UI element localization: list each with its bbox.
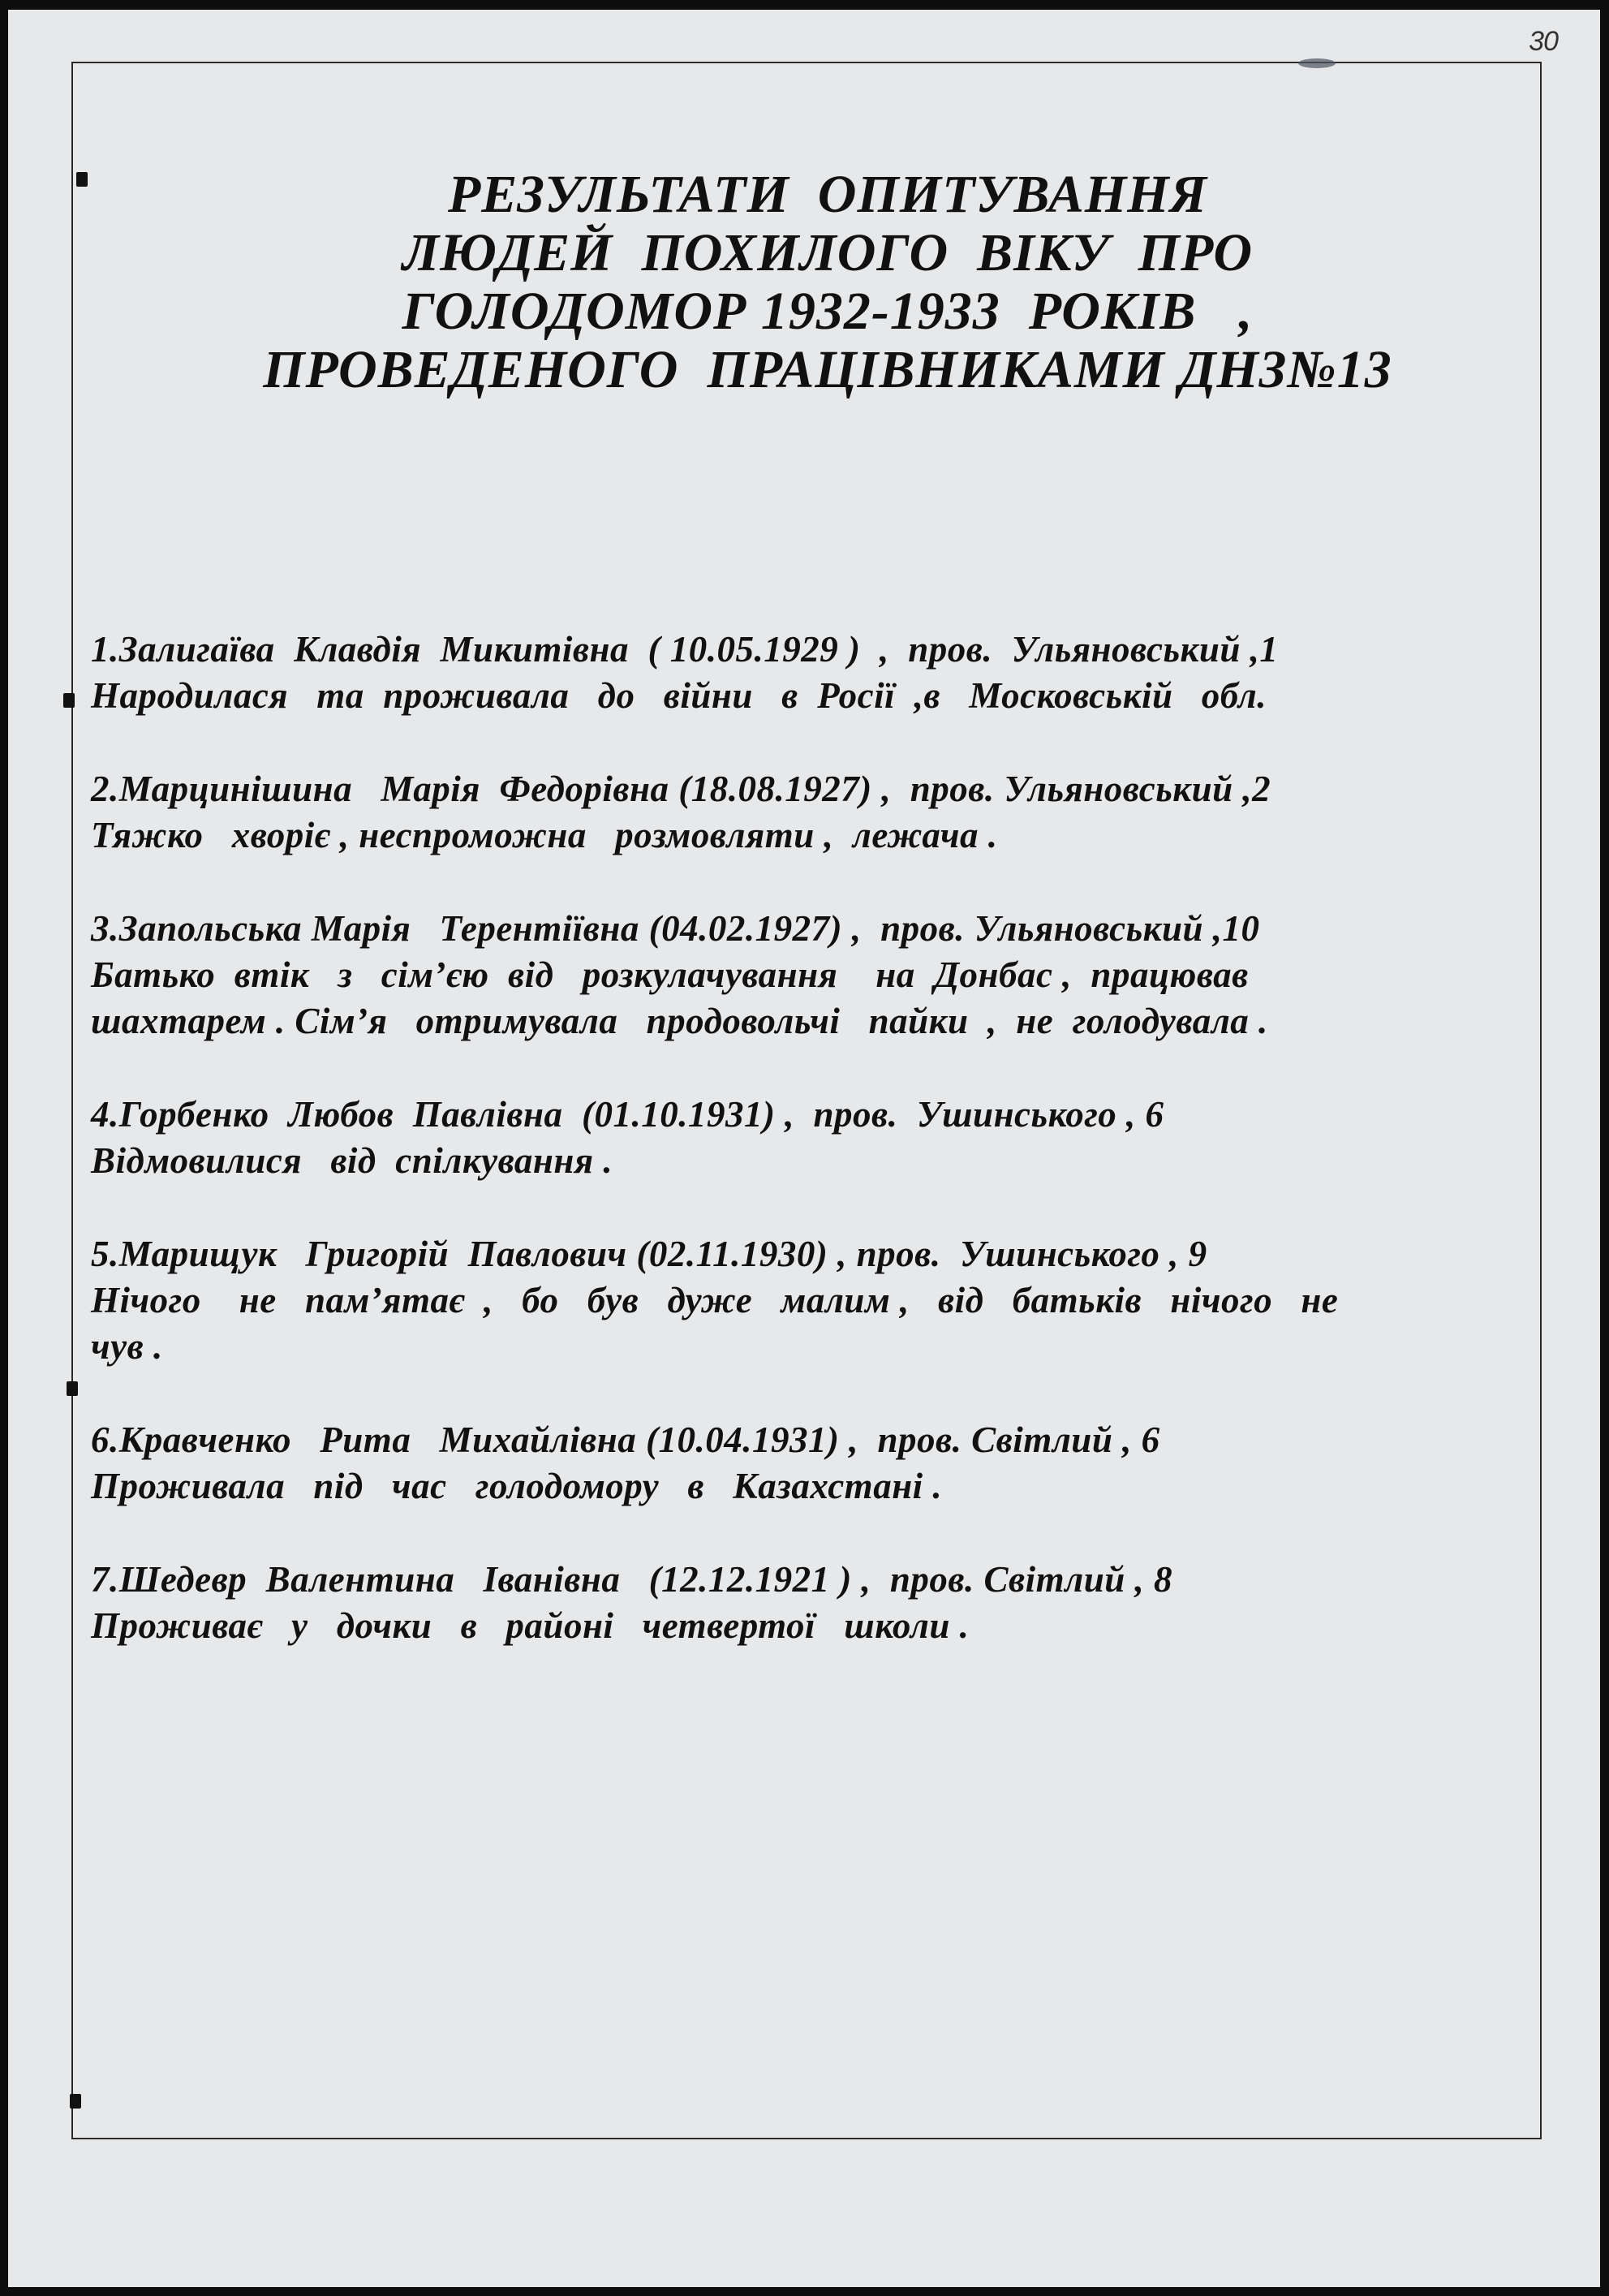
survey-entry	[91, 906, 1519, 1045]
document-page	[8, 10, 1600, 2287]
entry-line: Батько втік з сім’єю від розкулачування на Донбас , працював	[91, 954, 1249, 995]
entry-line: Тяжко хворіє , неспроможна розмовляти , лежача .	[91, 815, 998, 855]
document-title	[138, 166, 1517, 399]
title-line: ПРОВЕДЕНОГО ПРАЦІВНИКАМИ ДНЗ№13	[263, 340, 1392, 399]
survey-entry	[91, 1092, 1519, 1184]
entry-line: 1.Залигаїва Клавдія Микитівна ( 10.05.1929 ) , пров. Ульяновський ,1	[91, 629, 1279, 670]
entry-line: Народилася та проживала до війни в Росії ,в Московській обл.	[91, 675, 1267, 716]
entry-line: 4.Горбенко Любов Павлівна (01.10.1931) , пров. Ушинського , 6	[91, 1094, 1164, 1135]
page-number: 30	[1529, 26, 1558, 57]
entry-line: Нічого не пам’ятає , бо був дуже малим , від батьків нічого не	[91, 1280, 1339, 1320]
title-line: ЛЮДЕЙ ПОХИЛОГО ВІКУ ПРО	[402, 223, 1254, 282]
entry-line: 3.Запольська Марія Терентіївна (04.02.1927) , пров. Ульяновський ,10	[91, 908, 1260, 949]
punch-hole-icon	[70, 2094, 81, 2109]
ink-smudge-icon	[1298, 58, 1336, 68]
survey-entry	[91, 627, 1519, 719]
entry-line: Відмовилися від спілкування .	[91, 1140, 613, 1181]
entry-line: Проживає у дочки в районі четвертої школи .	[91, 1605, 970, 1646]
entry-line: 2.Марцинішина Марія Федорівна (18.08.1927) , пров. Ульяновський ,2	[91, 769, 1271, 809]
punch-hole-icon	[76, 172, 88, 187]
entry-line: 7.Шедевр Валентина Іванівна (12.12.1921 ) , пров. Світлий , 8	[91, 1559, 1173, 1600]
entry-line: 5.Марищук Григорій Павлович (02.11.1930) , пров. Ушинського , 9	[91, 1234, 1207, 1274]
entry-line: шахтарем . Сім’я отримувала продовольчі пайки , не голодувала .	[91, 1001, 1268, 1041]
entry-line: чув .	[91, 1326, 163, 1367]
survey-entries-list	[91, 627, 1519, 1696]
survey-entry	[91, 766, 1519, 859]
survey-entry	[91, 1557, 1519, 1649]
survey-entry	[91, 1417, 1519, 1510]
survey-entry	[91, 1231, 1519, 1370]
title-line: ГОЛОДОМОР 1932-1933 РОКІВ ,	[402, 282, 1254, 341]
punch-hole-icon	[63, 693, 75, 708]
title-line: РЕЗУЛЬТАТИ ОПИТУВАННЯ	[447, 165, 1208, 224]
punch-hole-icon	[67, 1381, 78, 1396]
entry-line: Проживала під час голодомору в Казахстані .	[91, 1466, 943, 1506]
entry-line: 6.Кравченко Рита Михайлівна (10.04.1931) , пров. Світлий , 6	[91, 1419, 1160, 1460]
